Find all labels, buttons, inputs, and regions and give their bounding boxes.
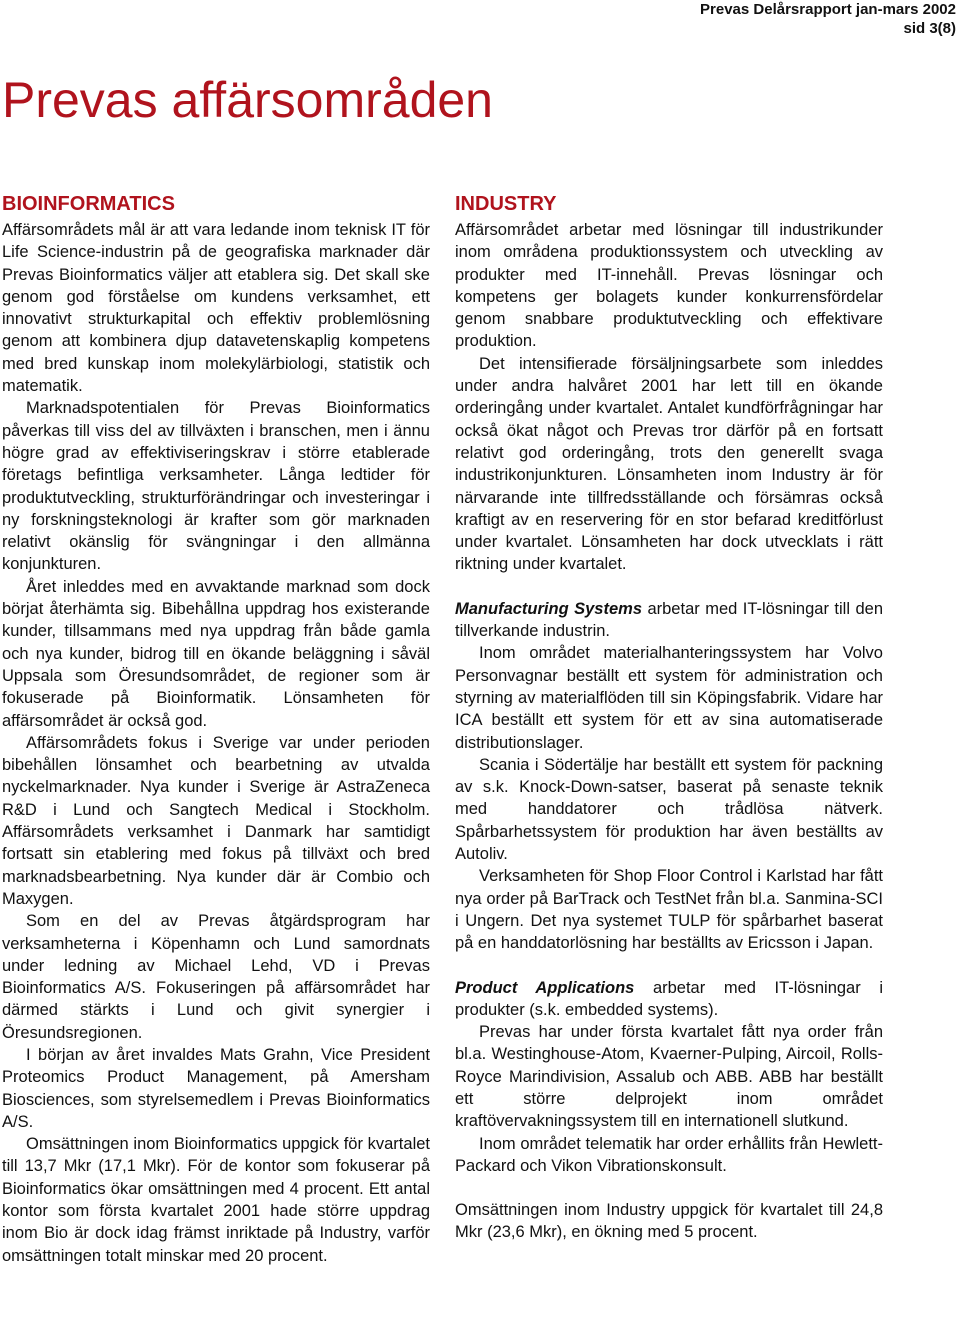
paragraph: Affärsområdets mål är att vara ledande inom teknisk IT för Life Science-industrin på de geografiska marknader där Prevas Bioinformatics väljer att etablera sig. Det skall ske genom god förståelse om kundens verksamhet, ett innovativt strukturkapital och effektiv problemlösning genom att kombinera djup datavetenskaplig kompetens med bred kunskap inom molekylärbiologi, statistik och matematik. [2,221,430,396]
industry-closing-paragraph: Omsättningen inom Industry uppgick för kvartalet till 24,8 Mkr (23,6 Mkr), en ökning med 5 procent. [455,1201,883,1242]
report-title: Prevas Delårsrapport jan-mars 2002 [700,1,956,18]
paragraph: Affärsområdets fokus i Sverige var under perioden bibehållen lönsamhet och bearbetning av utvalda nyckelmarknader. Nya kunder i Sverige är AstraZeneca R&D i Lund och Sangtech Medical i Stockholm. Affärsområdets verksamhet i Danmark har samtidigt fortsatt sin etablering med fokus på tillväxt och bred marknadsbearbetning. Nya kunder där är Combio och Maxygen. [2,733,430,908]
page-header [700,0,956,38]
paragraph: Verksamheten för Shop Floor Control i Karlstad har fått nya order på BarTrack och TestNet från bl.a. Sanmina-SCI i Ungern. Det nya systemet TULP för spårbarhet baserat på en handdatorlösning har beställts av Ericsson i Japan. [455,867,883,953]
paragraph: Scania i Södertälje har beställt ett system för packning av s.k. Knock-Down-satser, baserat på senaste teknik med handdatorer och trådlösa nätverk. Spårbarhetssystem för produktion har även beställts av Autoliv. [455,755,883,864]
manufacturing-systems-lead: Manufacturing Systems [455,599,642,618]
paragraph: Omsättningen inom Bioinformatics uppgick för kvartalet till 13,7 Mkr (17,1 Mkr). För de kontor som fokuserar på Bioinformatics ökar omsättningen med 4 procent. Ett antal kontor som första kvartalet 2001 hade större uppdrag inom Bio är dock idag främst inriktade på Industry, varför omsättningen totalt minskar med 20 procent. [2,1135,430,1265]
paragraph: Inom området telematik har order erhållits från Hewlett-Packard och Vikon Vibrationskonsult. [455,1134,883,1175]
spacer [455,576,883,598]
page-number: sid 3(8) [903,20,956,37]
product-applications-lead-text: arbetar med IT-lösningar i produkter (s.k. embedded systems). [455,978,883,1019]
manufacturing-systems-intro [455,598,883,643]
paragraph: I början av året invaldes Mats Grahn, Vice President Proteomics Product Management, på Amersham Biosciences, som styrelsemedlem i Prevas Bioinformatics A/S. [2,1045,430,1131]
bioinformatics-column [2,192,430,1267]
product-applications-intro [455,977,883,1022]
paragraph: Det intensifierade försäljningsarbete som inleddes under andra halvåret 2001 har lett till en ökande orderingång under kvartalet. Antalet kundförfrågningar har också ökat något och Prevas tror därför på en fortsatt relativt god orderingång, trots den generellt svaga industrikonjunkturen. Lönsamheten inom Industry är för närvarande inte tillfredsställande och försämras också kraftigt av en reservering för en stor befarad kreditförlust under kvartalet. Lönsamheten har dock utvecklats i rätt riktning under kvartalet. [455,354,883,574]
paragraph: Året inleddes med en avvaktande marknad som dock börjat återhämta sig. Bibehållna uppdrag hos existerande kunder, tillsammans med nya uppdrag från både gamla och nya kunder, bidrog till en ökande beläggning i såväl Uppsala som Öresundsområdet, de regioner som är fokuserade på Bioinformatik. Lönsamheten för affärsområdet är också god. [2,577,430,730]
section-heading-bioinformatics: BIOINFORMATICS [2,193,175,215]
paragraph: Inom området materialhanteringssystem har Volvo Personvagnar beställt ett system för administration och styrning av materialflöden till sin Köpingsfabrik. Vidare har ICA beställt ett system för ett av sina automatiserade distributionslager. [455,644,883,752]
paragraph: Affärsområdet arbetar med lösningar till industrikunder inom områdena produktionssystem och utveckling av produkter med IT-innehåll. Prevas lösningar och kompetens ger bolagets kunder konkurrensfördelar genom snabbare produktutveckling och effektivare produktion. [455,221,883,351]
page-title: Prevas affärsområden [2,72,493,128]
section-heading-industry: INDUSTRY [455,193,557,215]
paragraph: Prevas har under första kvartalet fått nya order från bl.a. Westinghouse-Atom, Kvaerner-Pulping, Aircoil, Rolls-Royce Marindivision, Assalub och ABB. ABB har beställt ett större delprojekt inom området kraftövervakningssystem till en internationell slutkund. [455,1023,883,1131]
industry-column [455,192,883,1244]
paragraph: Som en del av Prevas åtgärdsprogram har verksamheterna i Köpenhamn och Lund samordnats under ledning av Michael Lehd, VD i Prevas Bioinformatics A/S. Fokuseringen på affärsområdet har därmed stärkts i Lund och givit synergier i Öresundsregionen. [2,912,430,1042]
product-applications-lead: Product Applications [455,978,635,997]
spacer [455,1177,883,1199]
paragraph: Marknadspotentialen för Prevas Bioinformatics påverkas till viss del av tillväxten i branschen, men i ännu högre grad av effektiviseringskrav i större etablerade företags befintliga verksamheter. Långa ledtider för produktutveckling, strukturförändringar och investeringar i ny forskningsteknologi är krafter som gör marknaden relativt okänslig för svängningar i den allmänna konjunkturen. [2,399,430,574]
manufacturing-systems-lead-text: arbetar med IT-lösningar till den tillverkande industrin. [455,599,883,641]
spacer [455,955,883,977]
